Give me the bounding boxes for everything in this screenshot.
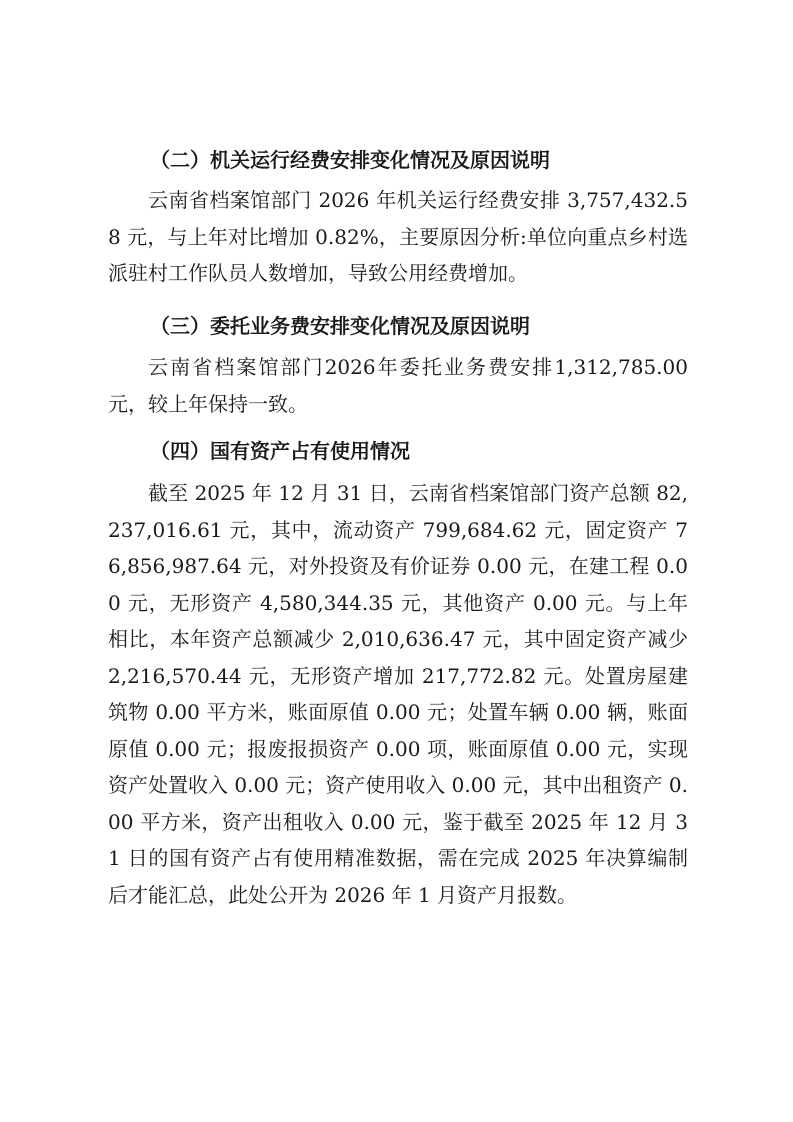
section-body-operating-funds: 云南省档案馆部门 2026 年机关运行经费安排 3,757,432.58 元，与上年对比增加 0.82%，主要原因分析:单位向重点乡村选派驻村工作队员人数增加，导致公用经费增加。 — [108, 188, 688, 285]
section-body-commissioned-services: 云南省档案馆部门2026年委托业务费安排1,312,785.00元，较上年保持一致。 — [108, 355, 688, 416]
section-heading-state-assets: （四）国有资产占有使用情况 — [150, 439, 410, 463]
section-body-state-assets: 截至 2025 年 12 月 31 日，云南省档案馆部门资产总额 82,237,016.61 元，其中，流动资产 799,684.62 元，固定资产 76,856,987.64 元，对外投资及有价证券 0.00 元，在建工程 0.00 元，无形资产 4,580,344.35 元，其他资产 0.00 元。与上年相比，本年资产总额减少 2,010,636.47 元，其中固定资产减少 2,216,570.44 元，无形资产增加 217,772.82 元。处置房屋建筑物 0.00 平方米，账面原值 0.00 元；处置车辆 0.00 辆，账面原值 0.00 元；报废报损资产 0.00 项，账面原值 0.00 元，实现资产处置收入 0.00 元；资产使用收入 0.00 元，其中出租资产 0.00 平方米，资产出租收入 0.00 元，鉴于截至 2025 年 12 月 31 日的国有资产占有使用精准数据，需在完成 2025 年决算编制后才能汇总，此处公开为 2026 年 1 月资产月报数。 — [108, 481, 688, 907]
section-heading-commissioned-services: （三）委托业务费安排变化情况及原因说明 — [150, 314, 530, 338]
section-heading-operating-funds: （二）机关运行经费安排变化情况及原因说明 — [150, 148, 550, 172]
